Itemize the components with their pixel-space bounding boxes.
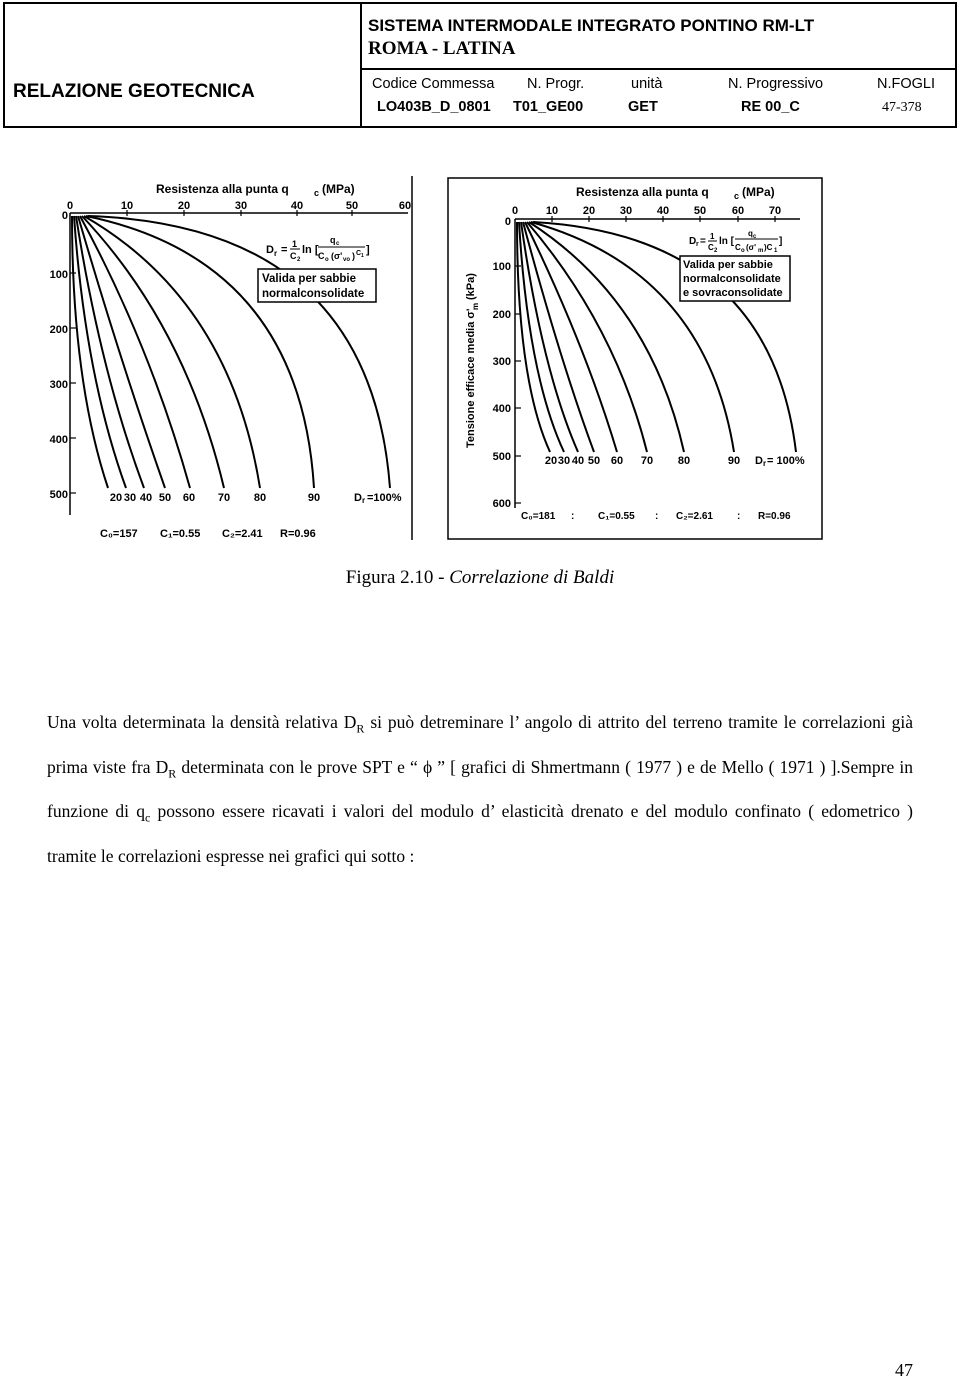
right-footer-item: C₂=2.61 [676,511,713,522]
para-sub: c [145,810,151,825]
document-type: RELAZIONE GEOTECNICA [13,81,255,102]
left-x-tick: 10 [120,200,134,212]
baldi-correlation-figure [0,0,960,560]
left-y-tick: 500 [49,489,68,501]
left-x-ticks [67,200,411,212]
left-x-tick: 20 [177,200,191,212]
figure-caption [0,567,960,589]
right-y-tick: 300 [492,356,511,368]
left-footer-item: R=0.96 [280,528,316,540]
left-curve-label: 30 [123,492,137,504]
left-y-ticks [50,210,68,501]
project-subtitle: ROMA - LATINA [368,38,516,59]
right-dr-label-sub: r [763,459,767,468]
right-curve-label: 30 [557,455,571,467]
right-dr-label: D [755,455,763,467]
header-value-codice: LO403B_D_0801 [377,99,491,115]
svg-text:C: C [356,250,362,257]
header-label-fogli: N.FOGLI [877,76,936,92]
left-curve-label: 50 [158,492,172,504]
left-footer [100,528,316,540]
svg-text:vo: vo [343,257,351,263]
left-validity-line1: Valida per sabbie [262,273,356,285]
right-footer-item: : [655,511,659,522]
svg-text:1: 1 [774,248,778,254]
right-y-label-text: Tensione efficace media σ' [465,308,477,448]
left-y-tick: 100 [49,269,68,281]
right-x-tick: 70 [768,205,782,217]
right-y-axis-label [465,273,480,448]
right-validity-line3: e sovraconsolidate [683,287,783,299]
right-footer-item: C₀=181 [521,511,556,522]
left-curve-label: 20 [109,492,123,504]
svg-text:ln [: ln [ [719,236,734,247]
svg-text:=: = [281,244,288,256]
right-curve-label: 70 [640,455,654,467]
right-curve-label: 50 [587,455,601,467]
right-footer-item: : [571,511,575,522]
left-x-tick: 40 [290,200,304,212]
header-value-progressivo: RE 00_C [741,99,800,115]
right-dr-label-rest: = 100% [767,455,805,467]
para-sub: R [168,766,177,780]
figure-caption-text: - Correlazione di Baldi [433,567,615,588]
left-dr-label-rest: =100% [367,492,402,504]
right-curve-label: 40 [571,455,585,467]
svg-text:=: = [700,236,706,247]
right-curve-label: 80 [677,455,691,467]
right-y-label-sub: m [471,302,480,310]
svg-text:o: o [325,257,329,263]
left-top-label: Resistenza alla punta q [156,182,289,196]
right-curve-labels [545,455,740,467]
right-curve-label: 20 [544,455,558,467]
para-part: possono essere ricavati i valori del modulo d’ elasticità drenato e del modulo confinato ( edometrico ) tramite le correlazioni espresse nei grafici qui sotto : [47,801,913,866]
project-title: SISTEMA INTERMODALE INTEGRATO PONTINO RM-LT [368,16,815,35]
svg-text:c: c [336,241,340,247]
svg-text:)C: )C [764,243,773,252]
left-chart [50,176,412,540]
right-top-label-unit: (MPa) [742,185,775,199]
right-footer-item: R=0.96 [758,511,791,522]
left-curve-label: 60 [182,492,196,504]
right-top-label-sub: c [734,191,740,201]
right-x-tick: 20 [582,205,596,217]
left-formula [266,235,370,263]
right-y-tick: 500 [492,451,511,463]
header-label-codice: Codice Commessa [372,76,495,92]
svg-text:]: ] [779,236,783,247]
svg-text:C: C [735,243,741,252]
figure-caption-label: Figura 2.10 [345,567,434,588]
left-curve-label: 80 [253,492,267,504]
svg-text:(σ': (σ' [746,243,757,252]
left-dr-label: D [354,492,362,504]
svg-text:C: C [318,251,325,261]
svg-text:q: q [330,235,336,245]
svg-text:2: 2 [297,257,301,263]
right-curve-label: 60 [610,455,624,467]
left-y-tick: 0 [61,210,68,222]
svg-text:2: 2 [714,248,718,254]
left-top-label-unit: (MPa) [322,182,355,196]
left-curve-label: 90 [307,492,321,504]
right-footer-item: : [737,511,741,522]
left-footer-item: C₁=0.55 [160,528,201,540]
right-curve-label: 90 [727,455,741,467]
header-value-unita: GET [628,99,658,115]
para-part: si può detreminare l’ angolo di attrito del terreno tramite le correlazioni già prima viste fra D [47,712,913,777]
left-curve-label: 70 [217,492,231,504]
left-formula-lhs-sub: r [274,249,278,258]
svg-text:c: c [753,234,757,240]
right-x-tick: 40 [656,205,670,217]
right-validity-line1: Valida per sabbie [683,259,773,271]
right-validity-line2: normalconsolidate [683,273,781,285]
right-chart [448,178,822,539]
svg-text:o: o [741,248,745,254]
left-x-tick: 0 [66,200,74,212]
left-y-tick: 200 [49,324,68,336]
right-x-tick: 0 [511,205,519,217]
page-number: 47 [895,1360,913,1380]
right-x-tick: 30 [619,205,633,217]
right-top-label: Resistenza alla punta q [576,185,709,199]
left-y-tick: 300 [49,379,68,391]
left-curve-label: 40 [139,492,153,504]
svg-text:1: 1 [361,253,364,259]
para-part: Una volta determinata la densità relativa D [47,712,357,732]
right-x-tick: 10 [545,205,559,217]
svg-text:1: 1 [710,232,715,241]
header-label-progr: N. Progr. [527,76,585,92]
svg-text:ln [: ln [ [302,244,319,256]
para-part: determinata con le prove SPT e “ ϕ ” [ grafici di Shmertmann ( 1977 ) e de Mello ( 1971 ) ].Sempre in funzione di q [47,756,913,821]
left-footer-item: C₂=2.41 [222,528,263,540]
left-footer-item: C₀=157 [100,528,138,540]
svg-text:C: C [708,243,714,252]
left-x-tick: 60 [398,200,412,212]
right-footer-item: C₁=0.55 [598,511,635,522]
right-x-tick: 50 [693,205,707,217]
left-x-tick: 50 [345,200,359,212]
right-y-tick: 600 [492,498,511,510]
header-label-unita: unità [631,76,663,92]
para-sub: R [356,721,365,736]
header-value-progr: T01_GE00 [513,99,584,115]
svg-text:m: m [758,248,764,254]
right-formula [689,229,782,254]
svg-text:1: 1 [292,239,298,249]
right-y-ticks [493,216,511,510]
left-y-tick: 400 [49,434,68,446]
right-x-tick: 60 [731,205,745,217]
svg-text:q: q [748,229,753,238]
svg-text:): ) [352,251,355,261]
right-y-tick: 200 [492,309,511,321]
left-curve-labels [110,492,320,504]
right-y-tick: 0 [504,216,511,228]
right-footer [521,511,791,522]
header-value-fogli: 47-378 [882,100,922,115]
svg-text:]: ] [366,244,370,256]
svg-text:r: r [696,241,699,248]
svg-text:(σ': (σ' [331,251,343,261]
left-top-label-sub: c [314,188,320,198]
right-y-tick: 400 [492,403,511,415]
svg-text:D: D [689,236,697,247]
right-x-ticks [512,205,781,217]
body-paragraph [47,703,913,875]
right-y-label-unit: (kPa) [465,273,477,300]
left-x-tick: 30 [234,200,248,212]
left-dr-label-sub: r [362,496,366,505]
right-y-tick: 100 [492,261,511,273]
svg-text:C: C [290,251,297,261]
header-label-progressivo: N. Progressivo [728,76,824,92]
left-formula-lhs: D [266,244,274,256]
left-validity-line2: normalconsolidate [262,288,365,300]
